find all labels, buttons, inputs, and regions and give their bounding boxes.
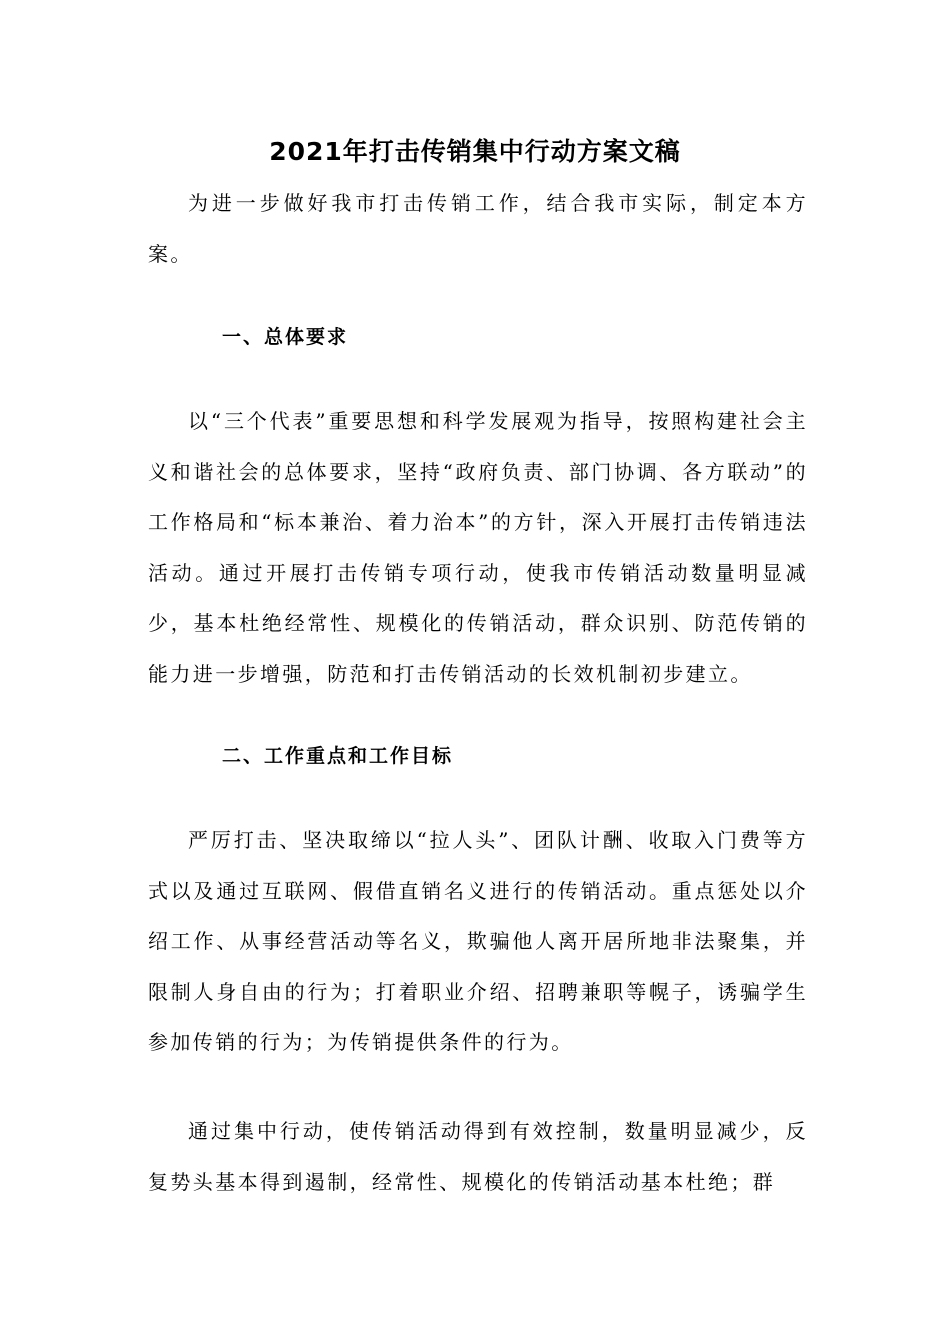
document-title: 2021年打击传销集中行动方案文稿 [269, 137, 681, 166]
section-2-paragraph-1: 严厉打击、坚决取缔以“拉人头”、团队计酬、收取入门费等方式以及通过互联网、假借直销名义进行的传销活动。重点惩处以介绍工作、从事经营活动等名义，欺骗他人离开居所地非法聚集，并限制人身自由的行为；打着职业介绍、招聘兼职等幌子，诱骗学生参加传销的行为；为传销提供条件的行为。 [148, 828, 808, 1054]
section-2-paragraph-2: 通过集中行动，使传销活动得到有效控制，数量明显减少，反复势头基本得到遏制，经常性、规模化的传销活动基本杜绝；群 [148, 1119, 808, 1194]
section-1-paragraph-1: 以“三个代表”重要思想和科学发展观为指导，按照构建社会主义和谐社会的总体要求，坚持“政府负责、部门协调、各方联动”的工作格局和“标本兼治、着力治本”的方针，深入开展打击传销违法活动。通过开展打击传销专项行动，使我市传销活动数量明显减少，基本杜绝经常性、规模化的传销活动，群众识别、防范传销的能力进一步增强，防范和打击传销活动的长效机制初步建立。 [148, 409, 808, 686]
intro-paragraph: 为进一步做好我市打击传销工作，结合我市实际，制定本方案。 [148, 191, 808, 266]
section-heading-1: 一、总体要求 [222, 326, 349, 348]
section-heading-2: 二、工作重点和工作目标 [222, 745, 454, 767]
